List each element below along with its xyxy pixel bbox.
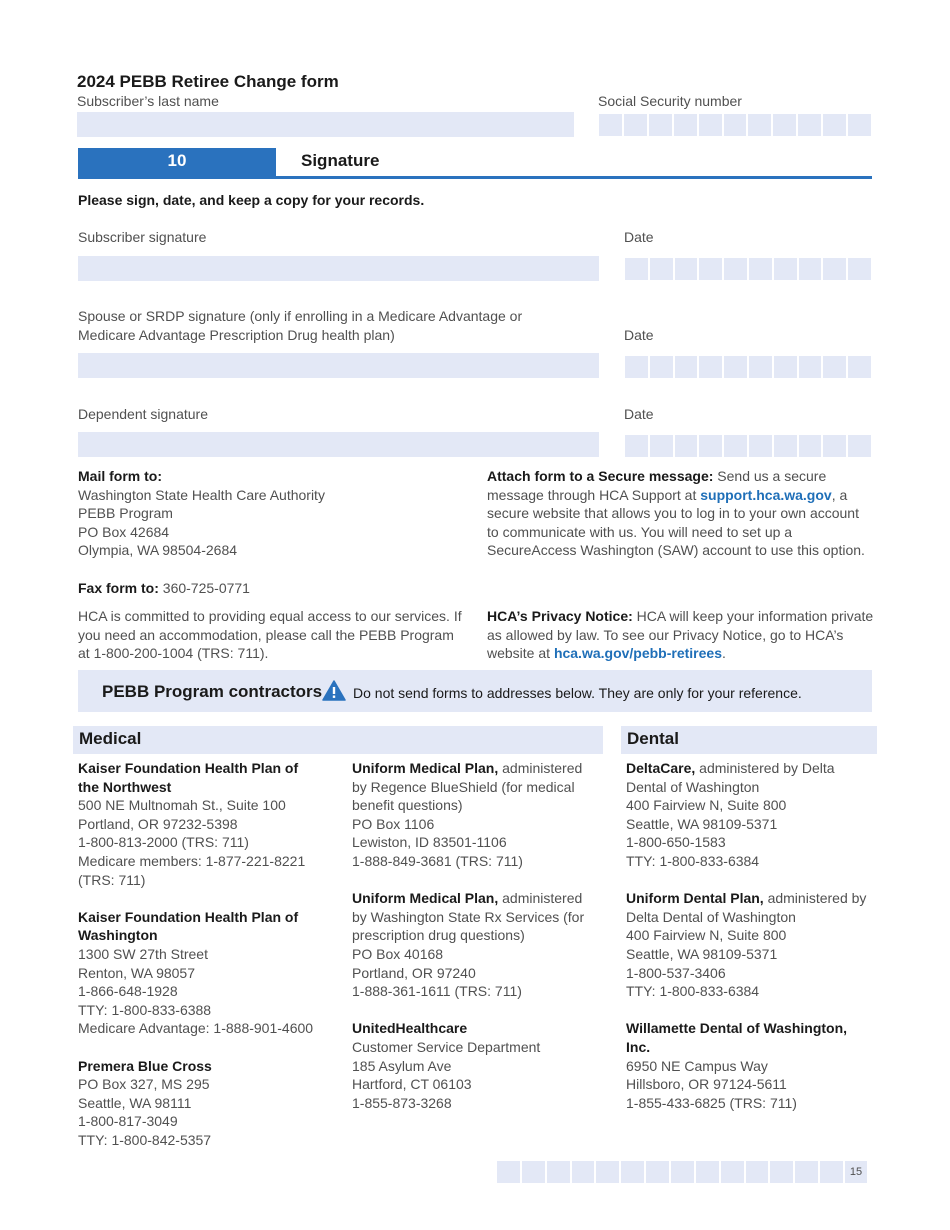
contact-line: TTY: 1-800-842-5357 xyxy=(78,1131,212,1148)
contact-line: Medicare members: 1-877-221-8221 (TRS: 711) xyxy=(78,852,306,888)
contact-block xyxy=(626,1019,872,1112)
contact-name: UnitedHealthcare xyxy=(352,1020,468,1037)
contact-line: PO Box 40168 xyxy=(352,945,444,962)
contact-block xyxy=(626,759,872,871)
mail-heading: Mail form to: xyxy=(78,468,162,484)
ssn-input[interactable] xyxy=(599,114,871,136)
subscriber-date-input[interactable] xyxy=(625,258,871,280)
contact-line: 1-888-849-3681 (TRS: 711) xyxy=(352,852,523,869)
contact-line: 400 Fairview N, Suite 800 xyxy=(626,927,787,944)
contact-line: 1-866-648-1928 xyxy=(78,983,178,1000)
subscriber-date-label: Date xyxy=(624,229,654,245)
contact-block xyxy=(78,908,318,1038)
contact-line: 1300 SW 27th Street xyxy=(78,945,208,962)
contact-line: TTY: 1-800-833-6388 xyxy=(78,1001,212,1018)
contact-line: TTY: 1-800-833-6384 xyxy=(626,983,760,1000)
contact-line: Seattle, WA 98109-5371 xyxy=(626,945,778,962)
contact-line: 1-855-433-6825 (TRS: 711) xyxy=(626,1094,797,1111)
contact-line: PO Box 1106 xyxy=(352,815,435,832)
fax-block xyxy=(78,579,468,598)
access-text: HCA is committed to providing equal access to our services. If you need an accommodation, please call the PEBB Program at 1-800-200-1004 (TRS: 711). xyxy=(78,608,462,662)
contact-line: TTY: 1-800-833-6384 xyxy=(626,852,760,869)
contact-line: Medicare Advantage: 1-888-901-4600 xyxy=(78,1020,314,1037)
warning-icon xyxy=(322,680,346,701)
contact-line: Seattle, WA 98111 xyxy=(78,1094,192,1111)
contact-line: 6950 NE Campus Way xyxy=(626,1057,768,1074)
contact-line: Lewiston, ID 83501-1106 xyxy=(352,834,507,851)
contact-name: Willamette Dental of Washington, Inc. xyxy=(626,1020,848,1055)
contact-suffix: administered by Delta Dental of Washington xyxy=(626,760,835,795)
contact-name: DeltaCare, xyxy=(626,760,696,776)
contact-line: Hartford, CT 06103 xyxy=(352,1076,472,1093)
secure-heading: Attach form to a Secure message: xyxy=(487,468,714,484)
privacy-text: HCA will keep your information private as allowed by law. To see our Privacy Notice, go to HCA’s website at xyxy=(487,608,874,662)
contact-line: 400 Fairview N, Suite 800 xyxy=(626,797,787,814)
mail-line: PEBB Program xyxy=(78,505,173,522)
contact-suffix: administered by Regence BlueShield (for medical benefit questions) xyxy=(352,760,583,814)
secure-block xyxy=(487,467,873,560)
fax-number: 360-725-0771 xyxy=(162,580,250,596)
secure-text: Send us a secure message through HCA Support at xyxy=(487,468,827,503)
dependent-signature-label: Dependent signature xyxy=(78,406,208,422)
dental-column xyxy=(626,759,872,1112)
section-instruction: Please sign, date, and keep a copy for your records. xyxy=(78,192,425,208)
contact-name: Kaiser Foundation Health Plan of Washington xyxy=(78,908,299,944)
contact-block xyxy=(352,1019,598,1112)
contact-line: 1-855-873-3268 xyxy=(352,1094,452,1111)
privacy-block xyxy=(487,607,877,663)
contact-block xyxy=(352,759,598,871)
contact-line: Seattle, WA 98109-5371 xyxy=(626,815,778,832)
spouse-date-label: Date xyxy=(624,327,654,343)
contact-line: Hillsboro, OR 97124-5611 xyxy=(626,1076,787,1093)
form-title: 2024 PEBB Retiree Change form xyxy=(77,72,339,91)
dental-heading: Dental xyxy=(621,726,877,754)
spouse-date-input[interactable] xyxy=(625,356,871,378)
page-number: 15 xyxy=(845,1161,867,1183)
privacy-heading: HCA’s Privacy Notice: xyxy=(487,608,633,624)
contact-name: Kaiser Foundation Health Plan of the Northwest xyxy=(78,760,299,795)
contact-name: Uniform Dental Plan, xyxy=(626,890,764,907)
spouse-signature-label-line2: Medicare Advantage Prescription Drug health plan) xyxy=(78,327,395,343)
subscriber-signature-field[interactable] xyxy=(78,256,599,281)
contact-name: Uniform Medical Plan, xyxy=(352,890,499,907)
privacy-link[interactable]: hca.wa.gov/pebb-retirees xyxy=(553,645,722,662)
mail-block xyxy=(78,467,468,560)
contact-line: 1-800-537-3406 xyxy=(626,964,726,981)
spouse-signature-label-line1: Spouse or SRDP signature (only if enrolling in a Medicare Advantage or xyxy=(78,308,523,324)
contractors-warning: Do not send forms to addresses below. They are only for your reference. xyxy=(353,685,802,701)
privacy-text-after: . xyxy=(722,645,726,662)
contact-suffix: administered by Delta Dental of Washington xyxy=(626,890,867,925)
contact-block xyxy=(626,889,872,1001)
medical-column-2 xyxy=(352,759,598,1112)
contact-block xyxy=(78,1057,318,1150)
contact-name: Uniform Medical Plan, xyxy=(352,760,499,776)
contractors-title: PEBB Program contractors xyxy=(102,682,323,701)
section-title: Signature xyxy=(301,151,380,170)
medical-column-1 xyxy=(78,759,318,1149)
mail-line: Washington State Health Care Authority xyxy=(78,486,325,503)
mail-line: Olympia, WA 98504-2684 xyxy=(78,542,238,559)
contact-line: Renton, WA 98057 xyxy=(78,964,196,981)
contact-line: 1-888-361-1611 (TRS: 711) xyxy=(352,983,522,1000)
contact-line: 1-800-650-1583 xyxy=(626,834,726,851)
section-number: 10 xyxy=(78,148,276,178)
medical-heading: Medical xyxy=(73,726,603,754)
contact-line: 185 Asylum Ave xyxy=(352,1057,452,1074)
subscriber-signature-label: Subscriber signature xyxy=(78,229,207,245)
last-name-label: Subscriber’s last name xyxy=(77,93,219,109)
secure-text-after: , a secure website that allows you to log in to your own account to communicate with us. You will need to set up a SecureAccess Washington (SAW) account to use this option. xyxy=(487,486,865,559)
dependent-date-input[interactable] xyxy=(625,435,871,457)
ssn-label: Social Security number xyxy=(598,93,742,109)
dependent-signature-field[interactable] xyxy=(78,432,599,457)
contact-line: Portland, OR 97232-5398 xyxy=(78,815,238,832)
fax-heading: Fax form to: xyxy=(78,580,159,596)
section-rule xyxy=(78,176,872,179)
dependent-date-label: Date xyxy=(624,406,654,422)
contact-name: Premera Blue Cross xyxy=(78,1057,212,1074)
last-name-input[interactable] xyxy=(77,112,574,137)
contact-line: Portland, OR 97240 xyxy=(352,964,476,981)
contact-line: 1-800-817-3049 xyxy=(78,1113,178,1130)
contact-suffix: administered by Washington State Rx Services (for prescription drug questions) xyxy=(352,890,585,944)
spouse-signature-field[interactable] xyxy=(78,353,599,378)
contact-line: 500 NE Multnomah St., Suite 100 xyxy=(78,797,286,814)
contact-line: Customer Service Department xyxy=(352,1038,541,1055)
footer-code-boxes xyxy=(497,1161,843,1183)
contact-line: 1-800-813-2000 (TRS: 711) xyxy=(78,834,249,851)
contact-block xyxy=(78,759,318,889)
support-link[interactable]: support.hca.wa.gov xyxy=(700,486,832,503)
mail-line: PO Box 42684 xyxy=(78,523,170,540)
contact-block xyxy=(352,889,598,1001)
contact-line: PO Box 327, MS 295 xyxy=(78,1076,210,1093)
